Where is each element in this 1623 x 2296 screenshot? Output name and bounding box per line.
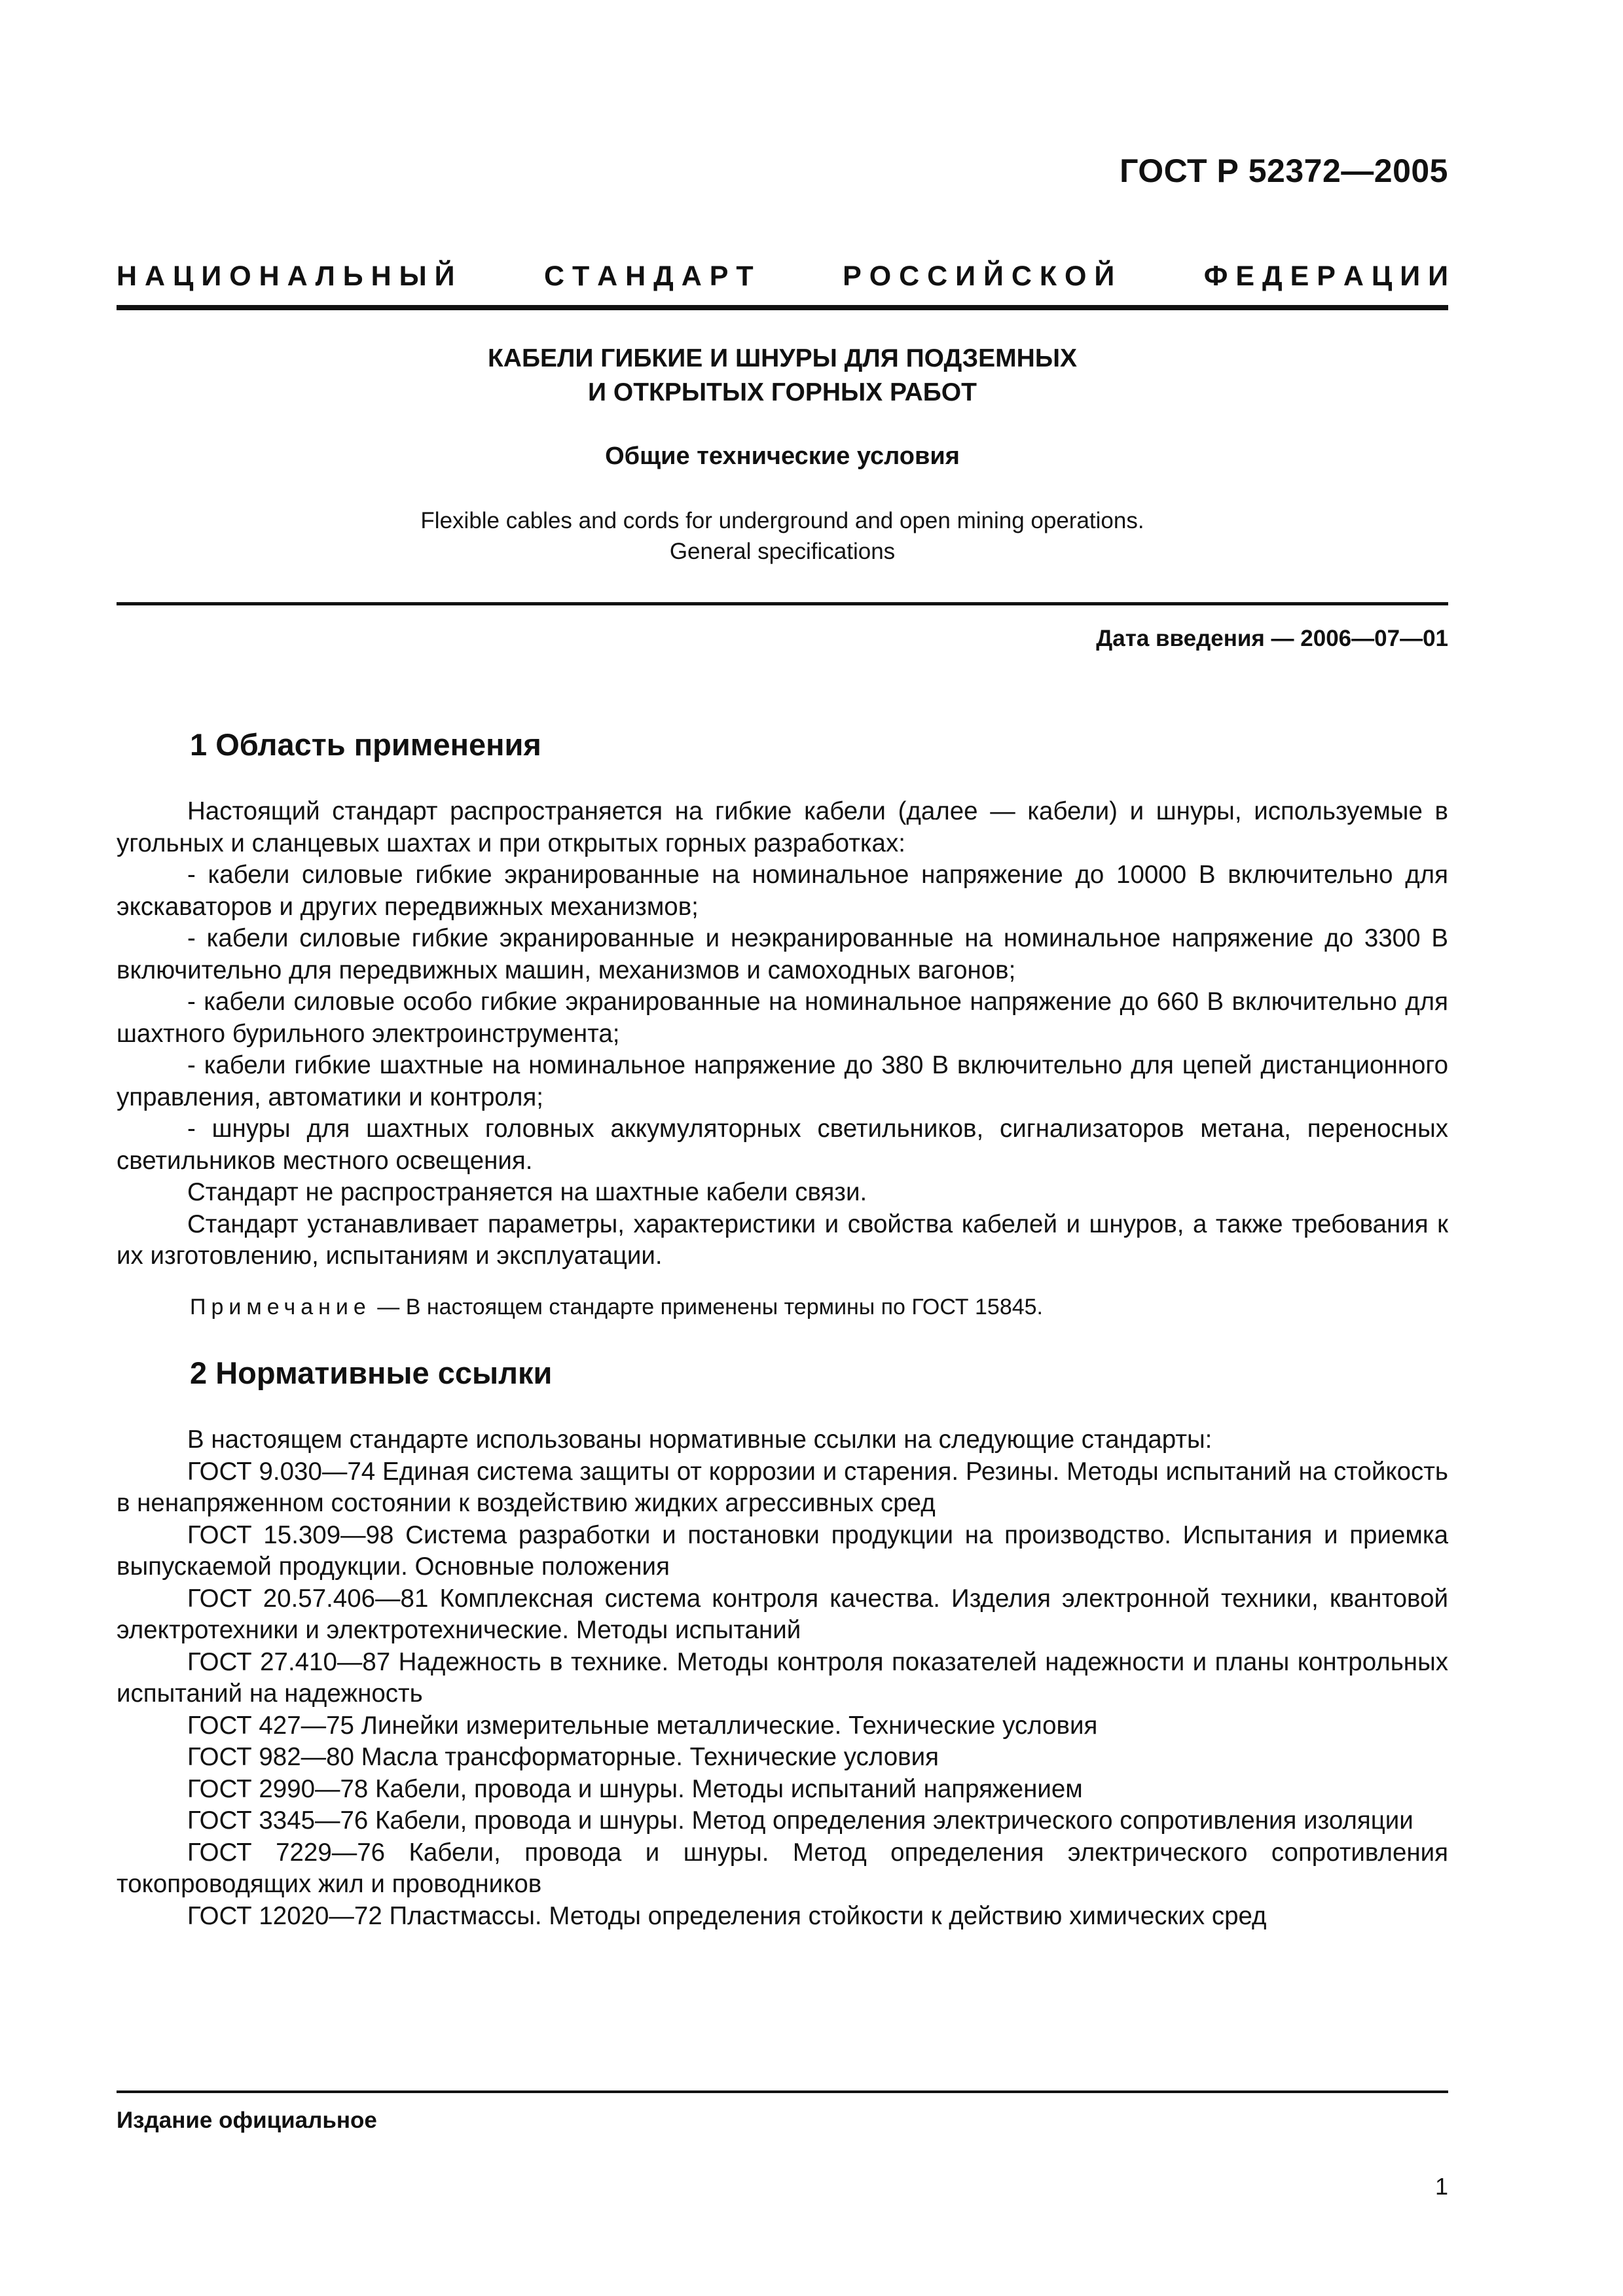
header-divider [117, 305, 1448, 310]
note [190, 1295, 1043, 1320]
edition-label: Издание официальное [117, 2108, 377, 2133]
section-1-body [117, 796, 1448, 1272]
title-line: И ОТКРЫТЫХ ГОРНЫХ РАБОТ [588, 378, 977, 406]
gost-code: ГОСТ Р 52372—2005 [1120, 152, 1448, 189]
note-text: — В настоящем стандарте применены термины по ГОСТ 15845. [371, 1295, 1043, 1319]
reference-item: ГОСТ 7229—76 Кабели, провода и шнуры. Метод определения электрического сопротивления токопроводящих жил и проводников [117, 1838, 1448, 1898]
reference-item: ГОСТ 427—75 Линейки измерительные металлические. Технические условия [187, 1711, 1098, 1740]
section-2-heading: 2 Нормативные ссылки [190, 1355, 553, 1390]
reference-item: ГОСТ 12020—72 Пластмассы. Методы определения стойкости к действию химических сред [187, 1901, 1267, 1930]
reference-item: ГОСТ 20.57.406—81 Комплексная система контроля качества. Изделия электронной техники, квантовой электротехники и электротехнические. Методы испытаний [117, 1584, 1448, 1644]
paragraph: Стандарт устанавливает параметры, характеристики и свойства кабелей и шнуров, а также требования к их изготовлению, испытаниям и эксплуатации. [117, 1210, 1448, 1270]
reference-item: ГОСТ 9.030—74 Единая система защиты от коррозии и старения. Резины. Методы испытаний на стойкость в ненапряженном состоянии к воздействию жидких агрессивных сред [117, 1457, 1448, 1517]
introduction-date: Дата введения — 2006—07—01 [1096, 626, 1448, 651]
section-2-body [117, 1424, 1448, 1932]
note-label: Примечание [190, 1295, 371, 1319]
national-standard-word: С Т А Н Д А Р Т [543, 260, 754, 292]
english-title [117, 505, 1448, 567]
national-standard-title [117, 260, 1448, 293]
list-item: - кабели силовые особо гибкие экранированные на номинальное напряжение до 660 В включительно для шахтного бурильного электроинструмента; [117, 988, 1448, 1048]
title-divider [117, 602, 1448, 605]
national-standard-word: Н А Ц И О Н А Л Ь Н Ы Й [117, 260, 455, 292]
english-title-line: General specifications [669, 539, 896, 564]
page-number: 1 [1434, 2173, 1448, 2200]
paragraph: Стандарт не распространяется на шахтные кабели связи. [187, 1178, 867, 1206]
reference-item: ГОСТ 15.309—98 Система разработки и постановки продукции на производство. Испытания и приемка выпускаемой продукции. Основные положения [117, 1520, 1448, 1581]
list-item: - кабели гибкие шахтные на номинальное напряжение до 380 В включительно для цепей дистанционного управления, автоматики и контроля; [117, 1051, 1448, 1111]
section-1-heading: 1 Область применения [190, 727, 541, 762]
reference-item: ГОСТ 982—80 Масла трансформаторные. Технические условия [187, 1743, 939, 1771]
reference-item: ГОСТ 27.410—87 Надежность в технике. Методы контроля показателей надежности и планы контрольных испытаний на надежность [117, 1647, 1448, 1708]
national-standard-word: Р О С С И Й С К О Й [843, 260, 1115, 292]
english-title-line: Flexible cables and cords for underground and open mining operations. [420, 508, 1144, 533]
paragraph: В настоящем стандарте использованы нормативные ссылки на следующие стандарты: [187, 1426, 1213, 1454]
title-line: КАБЕЛИ ГИБКИЕ И ШНУРЫ ДЛЯ ПОДЗЕМНЫХ [487, 344, 1078, 372]
document-subtitle: Общие технические условия [605, 442, 960, 470]
national-standard-word: Ф Е Д Е Р А Ц И И [1203, 260, 1448, 292]
reference-item: ГОСТ 3345—76 Кабели, провода и шнуры. Метод определения электрического сопротивления изоляции [187, 1806, 1413, 1835]
list-item: - кабели силовые гибкие экранированные и неэкранированные на номинальное напряжение до 3300 В включительно для передвижных машин, механизмов и самоходных вагонов; [117, 924, 1448, 984]
paragraph: Настоящий стандарт распространяется на гибкие кабели (далее — кабели) и шнуры, используемые в угольных и сланцевых шахтах и при открытых горных разработках: [117, 797, 1448, 857]
reference-item: ГОСТ 2990—78 Кабели, провода и шнуры. Методы испытаний напряжением [187, 1774, 1083, 1803]
footer-divider [117, 2090, 1448, 2093]
list-item: - кабели силовые гибкие экранированные на номинальное напряжение до 10000 В включительно для экскаваторов и других передвижных механизмов; [117, 861, 1448, 921]
list-item: - шнуры для шахтных головных аккумуляторных светильников, сигнализаторов метана, переносных светильников местного освещения. [117, 1115, 1448, 1175]
document-title [117, 342, 1448, 410]
